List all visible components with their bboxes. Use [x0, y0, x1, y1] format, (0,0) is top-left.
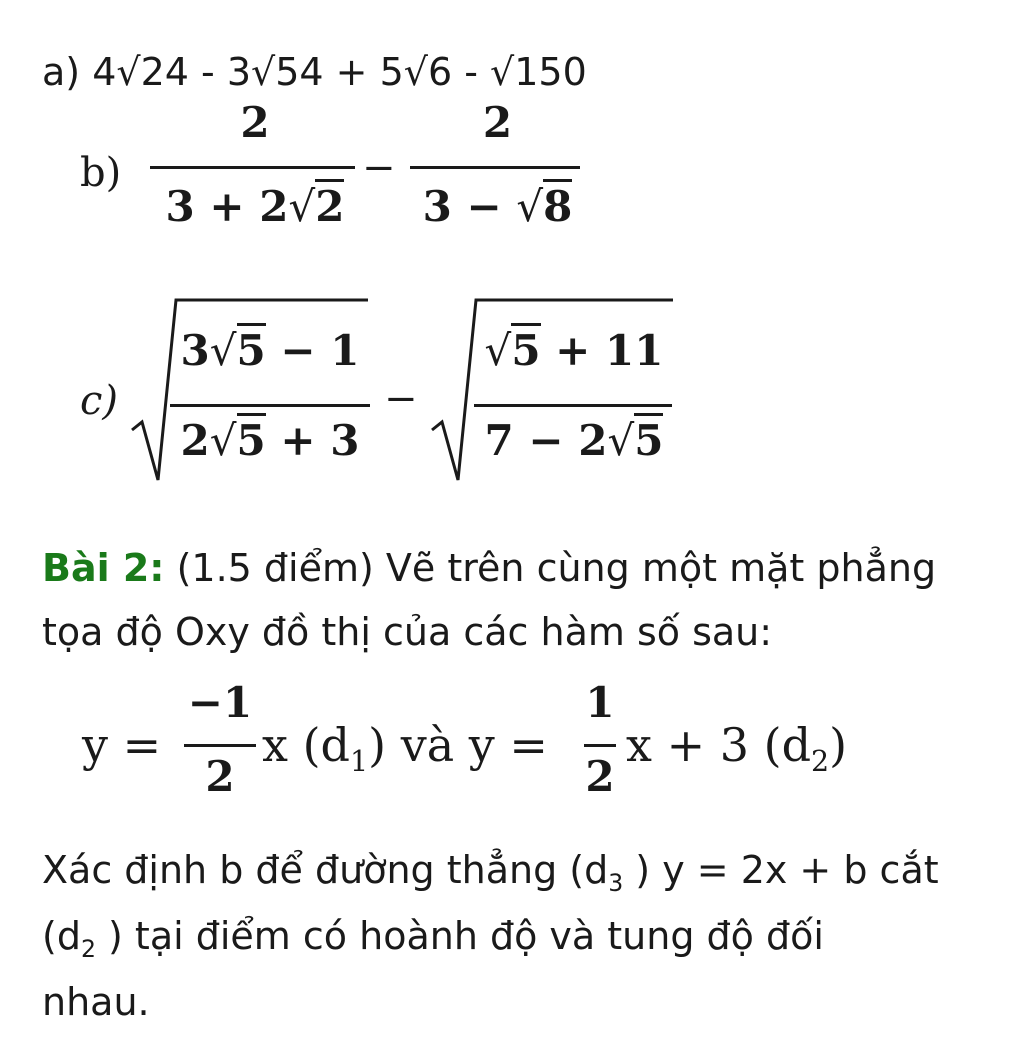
part-b-minus: −	[362, 145, 396, 191]
formula-fraction-2	[578, 678, 622, 818]
formula-frac2-bar	[584, 744, 616, 747]
part-c-fraction-2	[474, 318, 679, 488]
bai2-line-1	[42, 536, 936, 600]
task-line-2: ($d_2$ ) tại điểm có hoành độ và tung độ đối	[42, 914, 824, 964]
part-b-label: b)	[80, 150, 122, 196]
part-c-frac2-bar	[474, 404, 672, 407]
part-c-frac1-numerator: 3√5 − 1	[170, 326, 370, 375]
bai2-title: Bài 2:	[42, 546, 165, 590]
bai2-line-2: tọa độ Oxy đồ thị của các hàm số sau:	[42, 610, 773, 654]
part-b-frac2-denominator: 3 − √8	[410, 182, 585, 231]
part-c-frac2-denominator: 7 − 2√5	[474, 416, 674, 465]
part-c-minus: −	[384, 376, 418, 422]
formula-part-d2: x + 3 $(d_2)$	[626, 718, 848, 778]
part-b-frac1-bar	[150, 166, 355, 169]
formula-frac2-numerator: 1	[585, 678, 615, 727]
part-b-frac2-numerator: 2	[482, 98, 513, 147]
part-a-label: a)	[42, 50, 81, 94]
part-a-expression: 4√24 - 3√54 + 5√6 - √150	[92, 50, 587, 94]
part-c-frac2-numerator: √5 + 11	[474, 326, 674, 375]
part-c-frac1-denominator: 2√5 + 3	[170, 416, 370, 465]
formula-frac1-bar	[184, 744, 256, 747]
part-b-frac1-denominator: 3 + 2√2	[150, 182, 360, 231]
formula-part-d1: x $(d_1)$ và y =	[262, 718, 548, 778]
formula-frac1-numerator: −1	[187, 678, 253, 727]
part-b-fraction-1	[150, 98, 360, 248]
part-b-frac1-numerator: 2	[240, 98, 270, 147]
task-line-3: nhau.	[42, 980, 150, 1024]
part-c-fraction-1	[170, 318, 375, 488]
part-a-line	[42, 46, 587, 98]
formula-frac1-denominator: 2	[205, 752, 235, 801]
part-c-frac1-bar	[170, 404, 370, 407]
formula-frac2-denominator: 2	[585, 752, 615, 801]
part-b-fraction-2	[410, 98, 590, 248]
bai2-line1-text: (1.5 điểm) Vẽ trên cùng một mặt phẳng	[164, 546, 937, 590]
part-c-label: c)	[80, 378, 119, 424]
part-b-frac2-bar	[410, 166, 580, 169]
formula-y1: y =	[82, 718, 162, 772]
formula-fraction-1	[180, 678, 260, 818]
task-line-1: Xác định b để đường thẳng ($d_3$ ) y = 2x + b cắt	[42, 848, 939, 898]
